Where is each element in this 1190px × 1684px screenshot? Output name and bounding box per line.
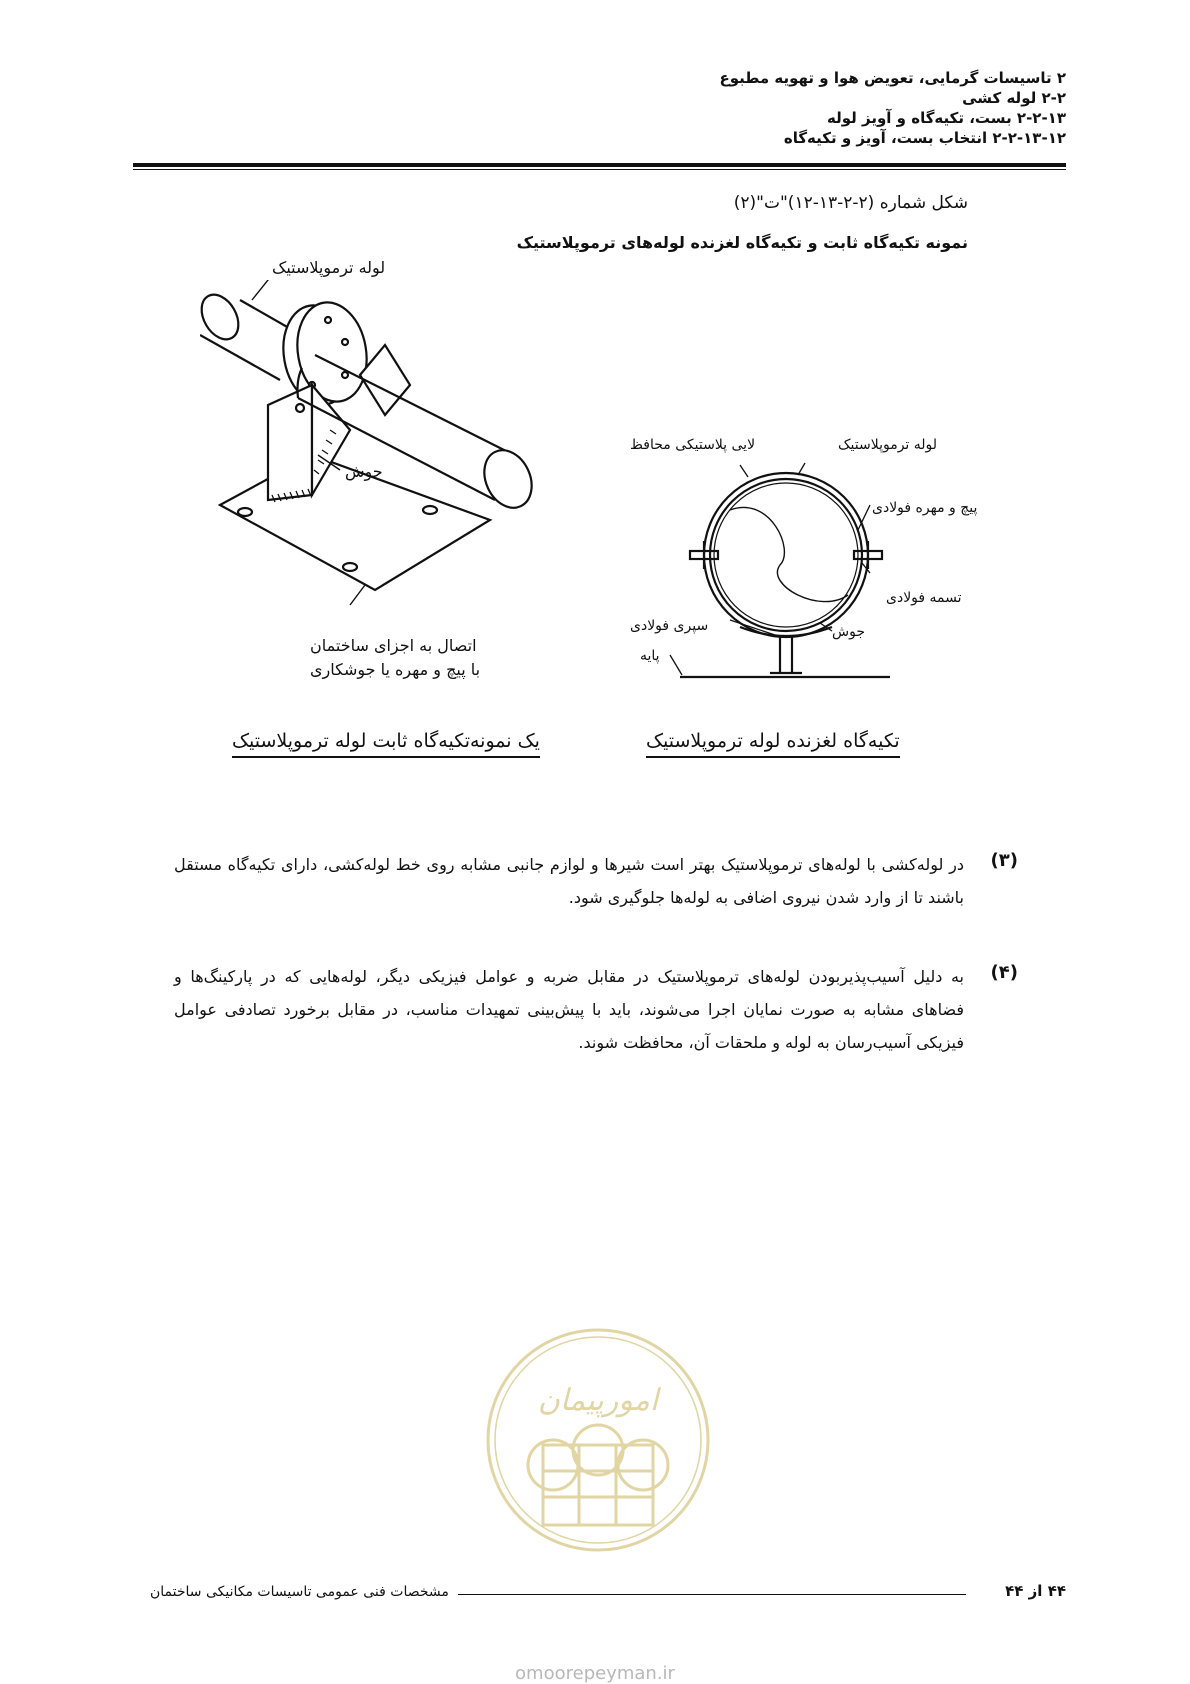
paragraph-3: در لوله‌کشی با لوله‌های ترموپلاستیک بهتر است شیرها و لوازم جانبی مشابه روی خط لوله‌کشی، دارای تکیه‌گاه مستقل باشند تا از وارد شدن نیروی اضافی به لوله‌ها جلوگیری شود. — [174, 855, 964, 907]
watermark-logo-text: امورپیمان — [537, 1383, 659, 1418]
label-fixed-pipe: لوله ترموپلاستیک — [272, 258, 386, 277]
footer-rule — [458, 1594, 966, 1595]
figure-title: نمونه تکیه‌گاه ثابت و تکیه‌گاه لغزنده لوله‌های ترموپلاستیک — [516, 233, 968, 252]
sliding-support-drawing — [620, 455, 950, 685]
paragraph-number-3: (۳) — [990, 850, 1018, 871]
watermark-url: omoorepeyman.ir — [515, 1663, 675, 1684]
label-strap: تسمه فولادی — [886, 590, 962, 606]
caption-sliding-support: تکیه‌گاه لغزنده لوله ترموپلاستیک — [646, 730, 900, 758]
label-base: پایه — [640, 648, 660, 664]
label-fixed-connect-1: اتصال به اجزای ساختمان — [310, 636, 477, 655]
label-bolt: پیچ و مهره فولادی — [872, 500, 978, 516]
footer-title: مشخصات فنی عمومی تاسیسات مکانیکی ساختمان — [150, 1584, 449, 1600]
label-liner: لایی پلاستیکی محافظ — [630, 437, 756, 453]
label-fixed-weld: جوش — [345, 462, 383, 481]
header-chapter: ۲ تاسیسات گرمایی، تعویض هوا و تهویه مطبوع — [719, 69, 1066, 87]
label-saddle: سپری فولادی — [630, 618, 709, 634]
running-header — [124, 68, 1066, 148]
header-rule-thin — [133, 169, 1066, 170]
header-subsection: ۲-۲-۱۳ بست، تکیه‌گاه و آویز لوله — [827, 109, 1066, 127]
page-number: ۴۴ از ۴۴ — [1005, 1582, 1066, 1600]
label-fixed-connect-2: با پیچ و مهره یا جوشکاری — [310, 660, 481, 679]
fixed-support-drawing — [200, 280, 580, 610]
header-topic: ۲-۲-۱۳-۱۲ انتخاب بست، آویز و تکیه‌گاه — [783, 129, 1066, 147]
paragraph-4: به دلیل آسیب‌پذیربودن لوله‌های ترموپلاستیک در مقابل ضربه و عوامل فیزیکی دیگر، لوله‌هایی که در پارکینگ‌ها و فضاهای مشابه به صورت نمایان اجرا می‌شوند، باید با پیش‌بینی تمهیدات مناسب، در مقابل برخورد تصادفی عوامل فیزیکی آسیب‌رسان به لوله و ملحقات آن، محافظت شوند. — [174, 967, 964, 1052]
paragraph-number-4: (۴) — [990, 962, 1018, 983]
watermark-logo — [483, 1325, 713, 1565]
figure-number: شکل شماره (۲-۲-۱۳-۱۲)"ت"(۲) — [733, 193, 968, 213]
label-sliding-pipe: لوله ترموپلاستیک — [838, 437, 938, 453]
caption-fixed-support: یک نمونه‌تکیه‌گاه ثابت لوله ترموپلاستیک — [232, 730, 540, 758]
header-rule-thick — [133, 163, 1066, 167]
label-sliding-weld: جوش — [832, 624, 865, 640]
header-section: ۲-۲ لوله کشی — [962, 89, 1066, 107]
